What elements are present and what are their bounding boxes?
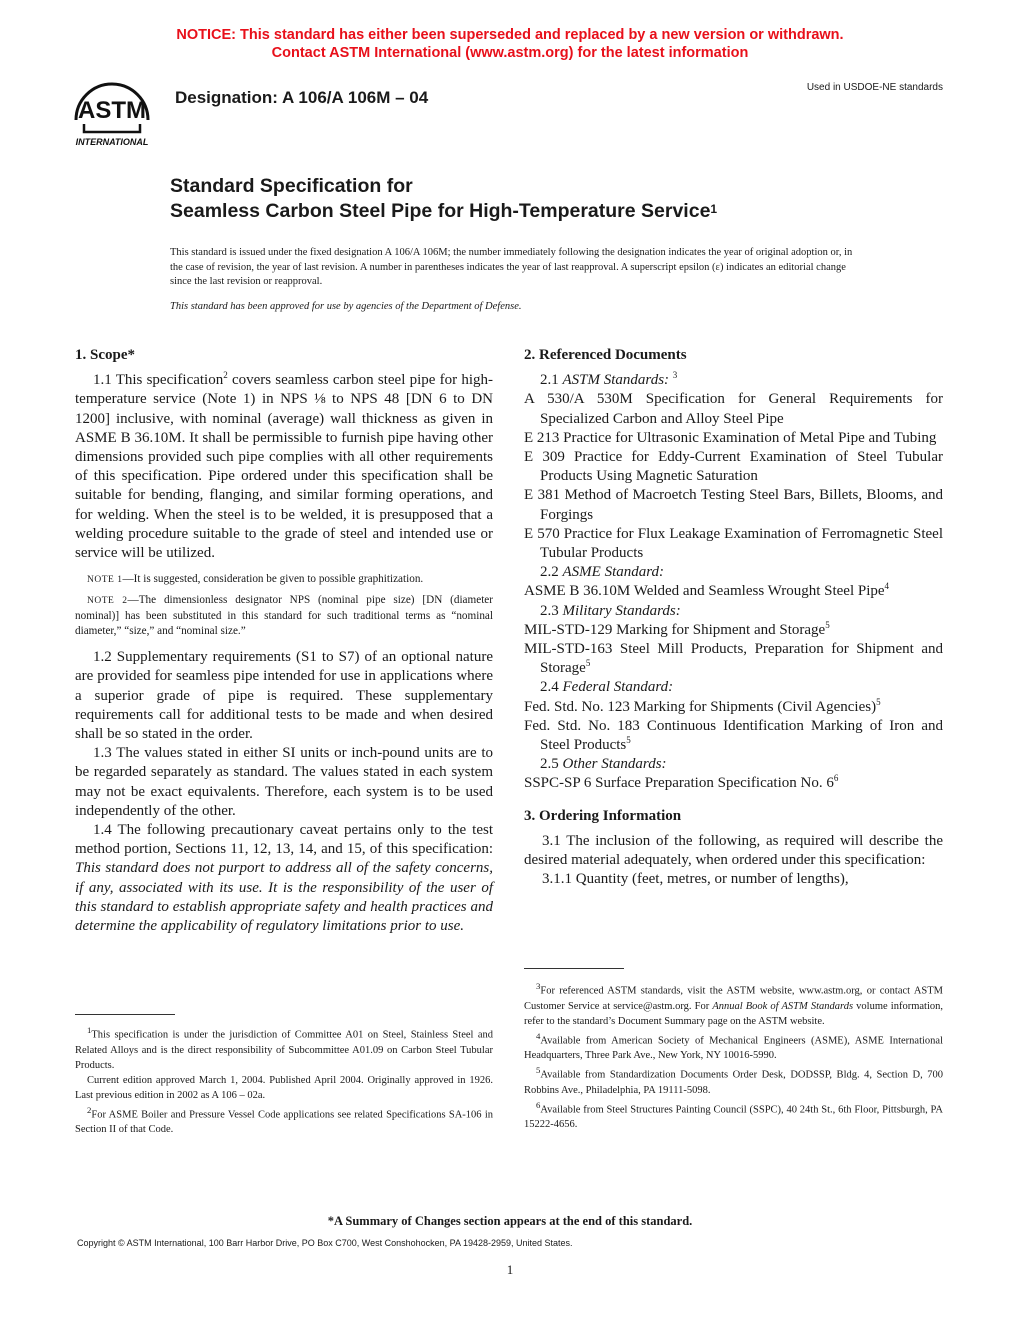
- dod-approval: This standard has been approved for use by agencies of the Department of Defense.: [170, 301, 522, 312]
- reference-item: E 381 Method of Macroetch Testing Steel Bars, Billets, Blooms, and Forgings: [524, 487, 943, 523]
- left-footnotes: [75, 1014, 493, 1137]
- paragraph-1-4: 1.4 The following precautionary caveat pertains only to the test method portion, Sections 11, 12, 13, 14, and 15, of this specification: This standard does not purport to address all of the safety concerns, if any, associated with its use. It is the responsibility of the user of this standard to establish appropriate safety and health practices and determine the applicability of regulatory limitations prior to use.: [75, 822, 493, 935]
- paragraph-3-1-1: 3.1.1 Quantity (feet, metres, or number of lengths),: [542, 871, 849, 888]
- right-column: [524, 346, 943, 889]
- footnote-2: $^2$For ASME Boiler and Pressure Vessel Code applications see related Specifications SA-106 in Section II of that Code.: [75, 1104, 493, 1135]
- reference-item: E 570 Practice for Flux Leakage Examination of Ferromagnetic Steel Tubular Products: [524, 525, 943, 562]
- astm-logo-icon: [62, 74, 162, 150]
- paragraph-1-3: 1.3 The values stated in either SI units or inch-pound units are to be regarded separately as standard. The values stated in each system may not be exact equivalents. Therefore, each system is to be used independently of the other.: [75, 745, 493, 819]
- notice-line-2: Contact ASTM International (www.astm.org) for the latest information: [271, 45, 749, 61]
- paragraph-1-1: 1.1 This specification$^2$ covers seamless carbon steel pipe for high-temperature service (Note 1) in NPS ⅛ to NPS 48 [DN 6 to DN 1200] inclusive, with nominal (average) wall thickness as given in ASME B 36.10M. It shall be permissible to furnish pipe having other dimensions provided such pipe complies with all other requirements of this specification. Pipe ordered under this specification shall be suitable for bending, flanging, and similar forming operations, and for welding. When the steel is to be welded, it is presupposed that a welding procedure suitable to the grade of steel and intended use or service will be utilized.: [75, 370, 493, 562]
- withdrawal-notice: [0, 26, 1020, 62]
- footnote-1-edition: Current edition approved March 1, 2004. Published April 2004. Originally approved in 1926. Last previous edition in 2002 as A 106 – 02a.: [75, 1074, 493, 1101]
- paragraph-3-1: 3.1 The inclusion of the following, as required will describe the desired material adequately, when ordered under this specification:: [524, 832, 943, 869]
- reference-item: E 309 Practice for Eddy-Current Examination of Steel Tubular Products Using Magnetic Saturation: [524, 449, 943, 485]
- page-number: 1: [506, 1262, 514, 1277]
- reference-item: A 530/A 530M Specification for General Requirements for Specialized Carbon and Alloy Steel Pipe: [524, 391, 943, 427]
- subsection-2-2: 2.2 ASME Standard:: [540, 564, 665, 581]
- title-line-1: Standard Specification for: [170, 175, 413, 197]
- footnote-1: $^1$This specification is under the jurisdiction of Committee A01 on Steel, Stainless Steel and Related Alloys and is the direct responsibility of Subcommittee A01.09 on Carbon Steel Tubular Products.: [75, 1025, 493, 1071]
- subsection-2-5: 2.5 Other Standards:: [540, 756, 667, 773]
- footnote-4: $^4$Available from American Society of Mechanical Engineers (ASME), ASME International Headquarters, Three Park Ave., New York, NY 10016-5990.: [524, 1030, 943, 1061]
- title-line-2: Seamless Carbon Steel Pipe for High-Temperature Service: [170, 200, 711, 222]
- subsection-2-1: 2.1 ASTM Standards: $^3$: [540, 370, 678, 389]
- right-footnotes: [524, 968, 943, 1132]
- document-title: [170, 174, 717, 224]
- copyright: Copyright © ASTM International, 100 Barr Harbor Drive, PO Box C700, West Conshohocken, PA 19428-2959, United States.: [77, 1238, 573, 1248]
- note-2: NOTE 2—The dimensionless designator NPS (nominal pipe size) [DN (diameter nominal)] has been substituted in this standard for such traditional terms as “nominal diameter,” “size,” and “nominal size.”: [75, 594, 493, 638]
- paragraph-1-2: 1.2 Supplementary requirements (S1 to S7) of an optional nature are provided for seamless pipe intended for use in applications where a superior grade of pipe is required. These supplementary requirements call for additional tests to be made and when desired shall be so stated in the order.: [75, 649, 493, 743]
- note-1: NOTE 1—It is suggested, consideration be given to possible graphitization.: [87, 573, 424, 586]
- footnote-3: $^3$For referenced ASTM standards, visit the ASTM website, www.astm.org, or contact ASTM Customer Service at service@astm.org. For Annual Book of ASTM Standards volume information, refer to the standard’s Document Summary page on the ASTM website.: [524, 981, 943, 1027]
- reference-item: MIL-STD-129 Marking for Shipment and Storage$^5$: [524, 619, 830, 638]
- subsection-2-4: 2.4 Federal Standard:: [540, 679, 674, 696]
- left-column: [75, 346, 493, 936]
- reference-item: MIL-STD-163 Steel Mill Products, Preparation for Shipment and Storage$^5$: [524, 641, 943, 677]
- footnote-5: $^5$Available from Standardization Documents Order Desk, DODSSP, Bldg. 4, Section D, 700 Robbins Ave., Philadelphia, PA 19111-5098.: [524, 1065, 943, 1096]
- reference-item: SSPC-SP 6 Surface Preparation Specification No. $6^6$: [524, 773, 839, 792]
- designation: Designation: A 106/A 106M – 04: [175, 88, 429, 107]
- logo-subtext: INTERNATIONAL: [75, 137, 149, 147]
- footnote-6: $^6$Available from Steel Structures Painting Council (SSPC), 40 24th St., 6th Floor, Pittsburgh, PA 15222-4656.: [524, 1099, 943, 1130]
- reference-item: E 213 Practice for Ultrasonic Examination of Metal Pipe and Tubing: [524, 429, 937, 446]
- reference-item: ASME B 36.10M Welded and Seamless Wrought Steel Pipe$^4$: [524, 581, 890, 600]
- reference-item: Fed. Std. No. 183 Continuous Identification Marking of Iron and Steel Products$^5$: [524, 717, 943, 754]
- footnote-rule: [524, 968, 624, 969]
- issuance-statement: This standard is issued under the fixed designation A 106/A 106M; the number immediately following the designation indicates the year of original adoption or, in the case of revision, the year of last revision. A number in parentheses indicates the year of last reapproval. A superscript epsilon (ε) indicates an editorial change since the last revision or reapproval.: [170, 247, 853, 287]
- subsection-2-3: 2.3 Military Standards:: [540, 602, 681, 619]
- section-heading-referenced-documents: 2. Referenced Documents: [524, 347, 687, 363]
- title-footnote-ref: 1: [710, 202, 718, 216]
- notice-line-1: NOTICE: This standard has either been superseded and replaced by a new version or withdrawn.: [176, 27, 844, 43]
- section-heading-ordering-information: 3. Ordering Information: [524, 807, 682, 824]
- used-in-note: Used in USDOE-NE standards: [806, 82, 943, 93]
- section-heading-scope: 1. Scope*: [75, 347, 135, 363]
- summary-of-changes-note: *A Summary of Changes section appears at the end of this standard.: [327, 1214, 693, 1228]
- logo-text: ASTM: [78, 97, 146, 124]
- reference-item: Fed. Std. No. 123 Marking for Shipments (Civil Agencies)$^5$: [524, 696, 881, 715]
- footnote-rule: [75, 1014, 175, 1015]
